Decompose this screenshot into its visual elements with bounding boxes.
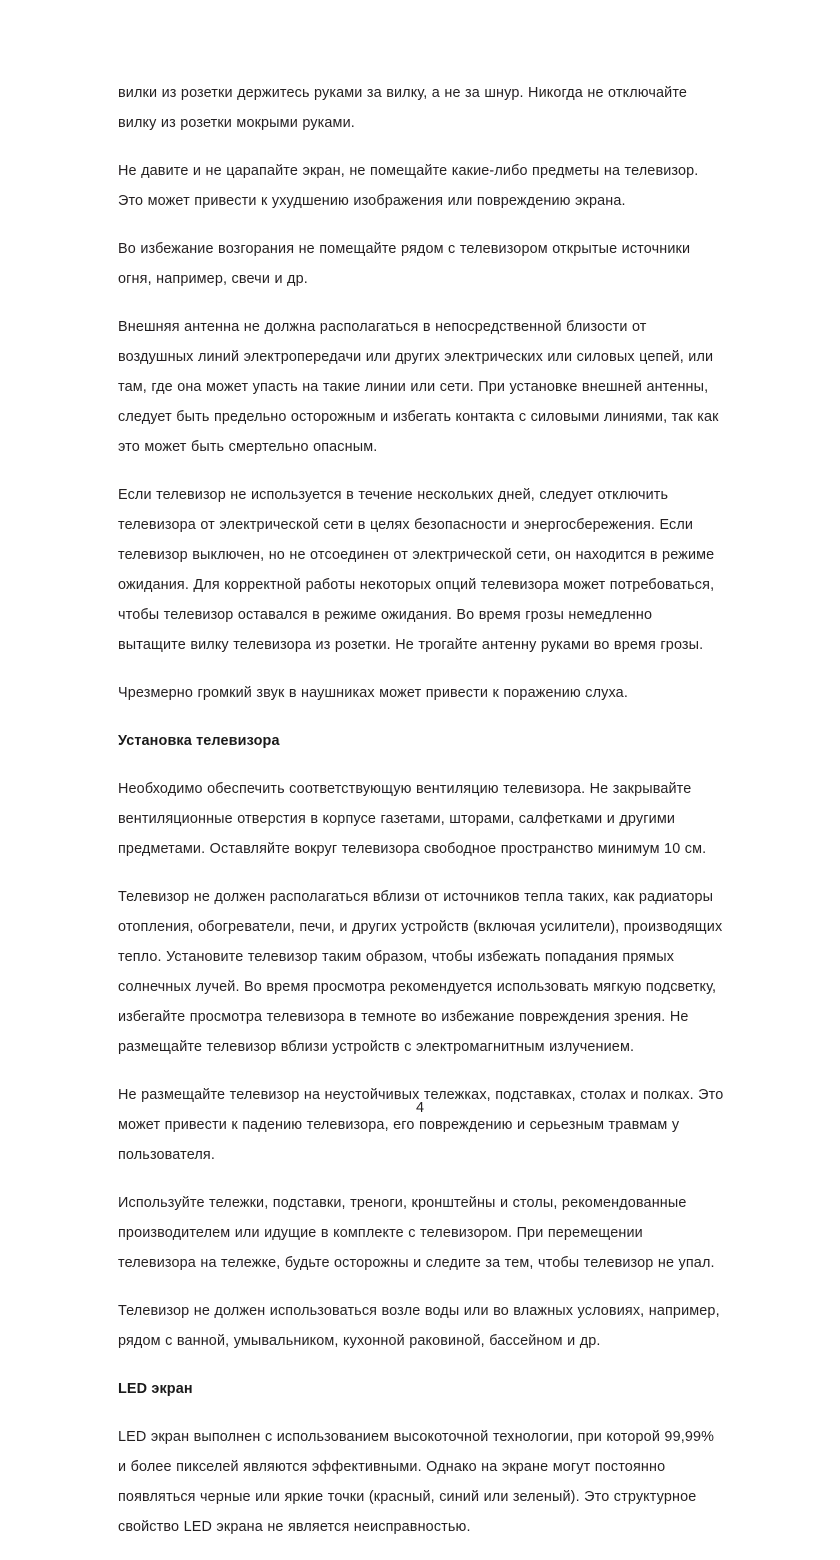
body-paragraph: Телевизор не должен использоваться возле воды или во влажных условиях, например, рядом с ванной, умывальником, кухонной раковиной, бассейном и др. bbox=[118, 1303, 720, 1349]
body-paragraph: Во избежание возгорания не помещайте рядом с телевизором открытые источники огня, например, свечи и др. bbox=[118, 241, 691, 287]
body-paragraph: Если телевизор не используется в течение нескольких дней, следует отключить телевизора от электрической сети в целях безопасности и энергосбережения. Если телевизор выключен, но не отсоединен от электрической сети, он находится в режиме ожидания. Для корректной работы некоторых опций телевизора может потребоваться, чтобы телевизор оставался в режиме ожидания. Во время грозы немедленно вытащите вилку телевизора из розетки. Не трогайте антенну руками во время грозы. bbox=[118, 487, 715, 653]
body-paragraph: вилки из розетки держитесь руками за вилку, а не за шнур. Никогда не отключайте вилку из розетки мокрыми руками. bbox=[118, 85, 688, 131]
section-heading: Установка телевизора bbox=[118, 733, 280, 749]
body-paragraph: Внешняя антенна не должна располагаться в непосредственной близости от воздушных линий электропередачи или других электрических или силовых цепей, или там, где она может упасть на такие линии или сети. При установке внешней антенны, следует быть предельно осторожным и избегать контакта с силовыми линиями, так как это может быть смертельно опасным. bbox=[118, 319, 719, 455]
body-paragraph: Не давите и не царапайте экран, не помещайте какие-либо предметы на телевизор. Это может привести к ухудшению изображения или повреждению экрана. bbox=[118, 163, 699, 209]
body-paragraph: Необходимо обеспечить соответствующую вентиляцию телевизора. Не закрывайте вентиляционные отверстия в корпусе газетами, шторами, салфетками и другими предметами. Оставляйте вокруг телевизора свободное пространство минимум 10 см. bbox=[118, 781, 707, 857]
body-paragraph: Телевизор не должен располагаться вблизи от источников тепла таких, как радиаторы отопления, обогреватели, печи, и других устройств (включая усилители), производящих тепло. Установите телевизор таким образом, чтобы избежать попадания прямых солнечных лучей. Во время просмотра рекомендуется использовать мягкую подсветку, избегайте просмотра телевизора в темноте во избежание повреждения зрения. Не размещайте телевизор вблизи устройств с электромагнитным излучением. bbox=[118, 889, 723, 1055]
section-heading: LED экран bbox=[118, 1381, 193, 1397]
page-number: 4 bbox=[415, 1100, 424, 1116]
body-paragraph: Используйте тележки, подставки, треноги, кронштейны и столы, рекомендованные производителем или идущие в комплекте с телевизором. При перемещении телевизора на тележке, будьте осторожны и следите за тем, чтобы телевизор не упал. bbox=[118, 1195, 715, 1271]
body-paragraph: Чрезмерно громкий звук в наушниках может привести к поражению слуха. bbox=[118, 685, 628, 701]
body-paragraph: Не размещайте телевизор на неустойчивых тележках, подставках, столах и полках. Это может привести к падению телевизора, его повреждению и серьезным травмам у пользователя. bbox=[118, 1087, 724, 1163]
body-paragraph: LED экран выполнен с использованием высокоточной технологии, при которой 99,99% и более пикселей являются эффективными. Однако на экране могут постоянно появляться черные или яркие точки (красный, синий или зеленый). Это структурное свойство LED экрана не является неисправностью. bbox=[118, 1429, 715, 1535]
document-body bbox=[118, 78, 724, 1560]
